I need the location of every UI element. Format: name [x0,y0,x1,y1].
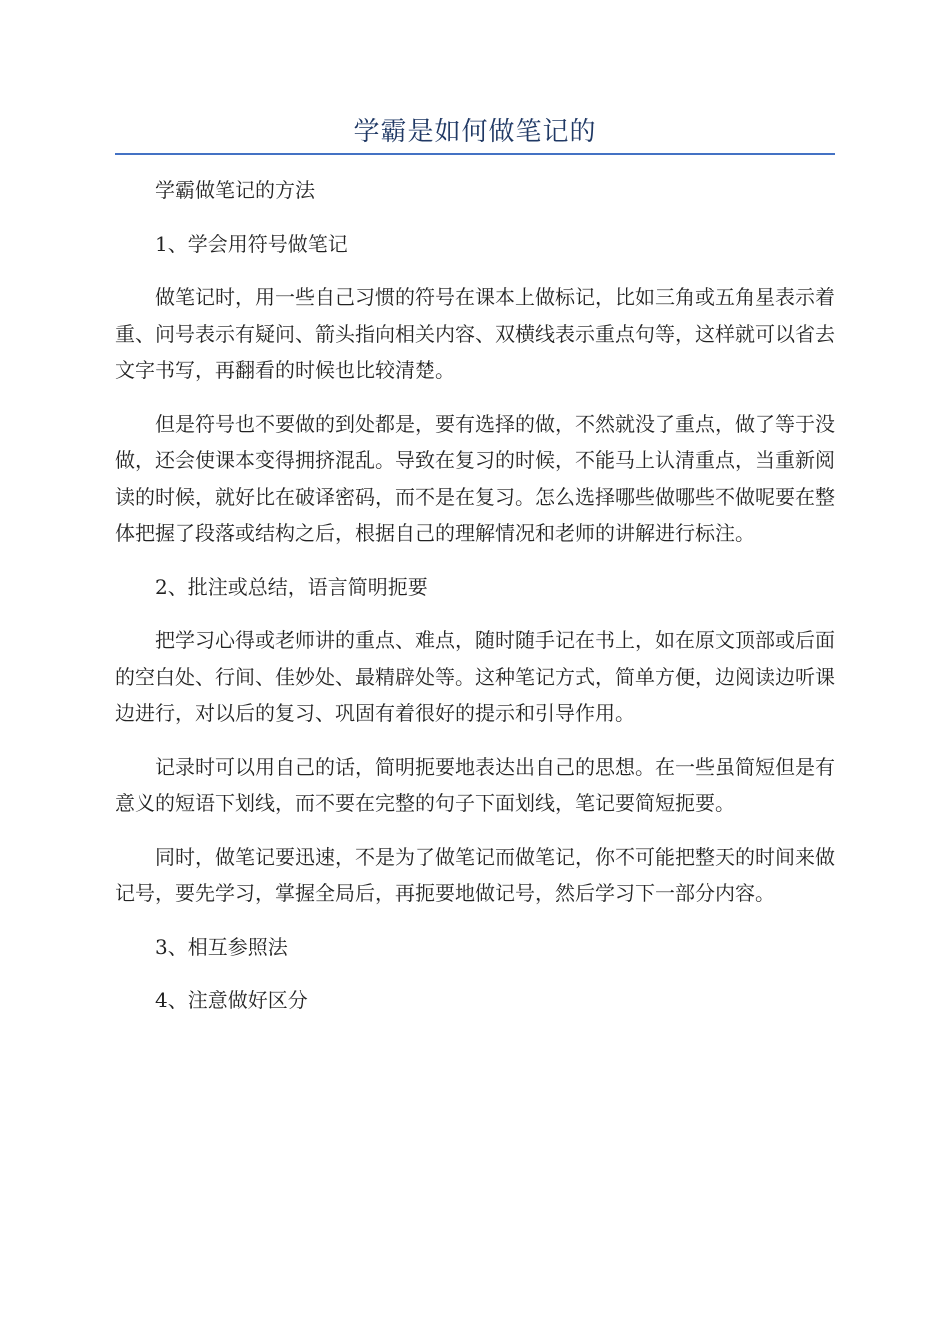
body-paragraph: 把学习心得或老师讲的重点、难点，随时随手记在书上，如在原文顶部或后面的空白处、行间、佳妙处、最精辟处等。这种笔记方式，简单方便，边阅读边听课边进行，对以后的复习、巩固有着很好的提示和引导作用。 [115,628,835,725]
document-title: 学霸是如何做笔记的 [353,117,597,147]
section-heading: 学霸做笔记的方法 [155,178,315,202]
subheading-4: 4、注意做好区分 [155,988,308,1012]
title-underline [115,153,835,155]
subheading-2: 2、批注或总结，语言简明扼要 [155,574,428,599]
subheading-1: 1、学会用符号做笔记 [155,231,348,256]
subheading-3: 3、相互参照法 [155,934,288,959]
body-paragraph: 记录时可以用自己的话，简明扼要地表达出自己的思想。在一些虽简短但是有意义的短语下划线，而不要在完整的句子下面划线，笔记要简短扼要。 [115,754,835,815]
document-body [115,172,835,1036]
body-paragraph: 同时，做笔记要迅速，不是为了做笔记而做笔记，你不可能把整天的时间来做记号，要先学习，掌握全局后，再扼要地做记号，然后学习下一部分内容。 [115,844,835,905]
body-paragraph: 做笔记时，用一些自己习惯的符号在课本上做标记，比如三角或五角星表示着重、问号表示有疑问、箭头指向相关内容、双横线表示重点句等，这样就可以省去文字书写，再翻看的时候也比较清楚。 [115,285,835,382]
body-paragraph: 但是符号也不要做的到处都是，要有选择的做，不然就没了重点，做了等于没做，还会使课本变得拥挤混乱。导致在复习的时候，不能马上认清重点，当重新阅读的时候，就好比在破译密码，而不是在复习。怎么选择哪些做哪些不做呢要在整体把握了段落或结构之后，根据自己的理解情况和老师的讲解进行标注。 [115,411,835,545]
